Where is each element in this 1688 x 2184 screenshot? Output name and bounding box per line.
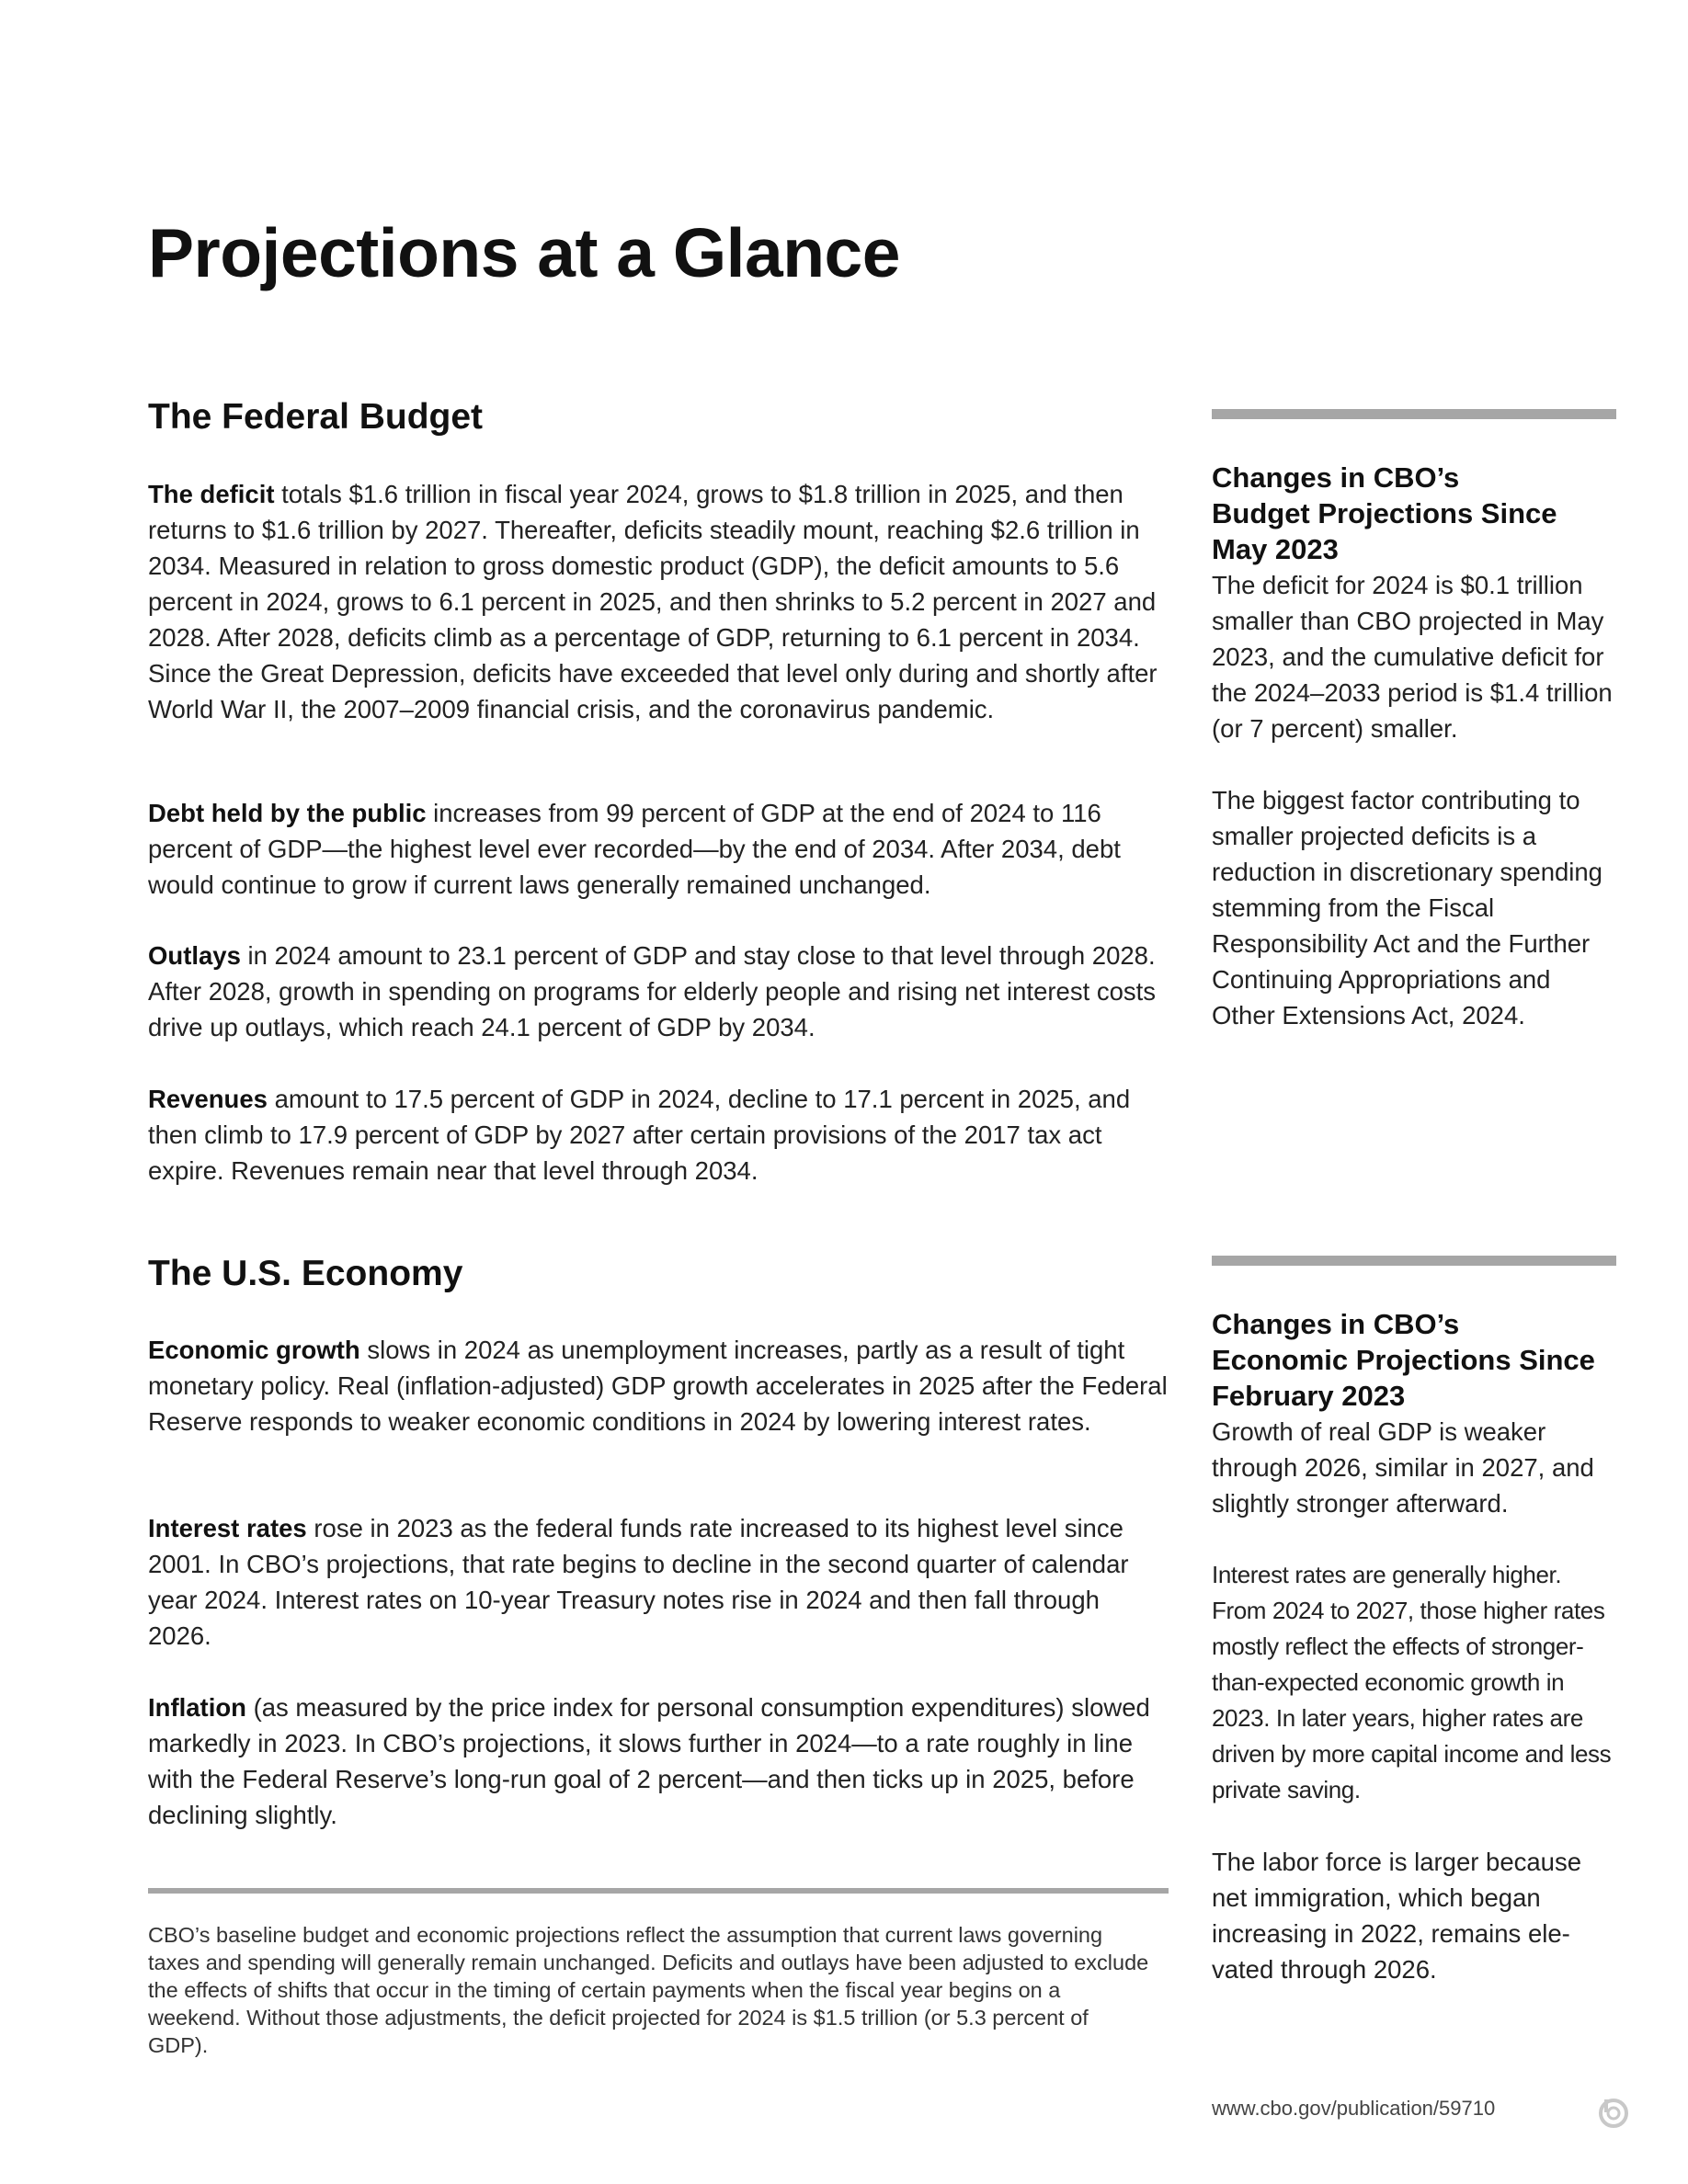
rates-paragraph bbox=[148, 1510, 1169, 1654]
outlays-text: in 2024 amount to 23.1 percent of GDP and stay close to that level through 2028. After 2028, growth in spending on programs for elderly people and rising net interest costs drive up outlays, which reach 24.1 percent of GDP by 2034. bbox=[148, 941, 1157, 1041]
heading-line: Changes in CBO’s bbox=[1212, 461, 1460, 494]
debt-text: increases from 99 percent of GDP at the end of 2024 to 116 percent of GDP—the highest level ever recorded—by the end of 2034. After 2034, debt would continue to grow if current laws generally remained unchanged. bbox=[148, 799, 1121, 899]
deficit-text: totals $1.6 trillion in fiscal year 2024, grows to $1.8 trillion in 2025, and then returns to $1.6 trillion by 2027. Thereafter, deficits steadily mount, reaching $2.6 trillion in 2034. Measured in relation to gross domestic product (GDP), the deficit amounts to 5.6 percent in 2024, grows to 6.1 percent in 2025, and then shrinks to 5.2 percent in 2027 and 2028. After 2028, deficits climb as a percentage of GDP, returning to 6.1 percent in 2034. Since the Great Depression, deficits have exceeded that level only during and shortly after World War II, the 2007–2009 financial crisis, and the coronavirus pandemic. bbox=[148, 480, 1158, 723]
economy-sidebar-para-1: Growth of real GDP is weaker through 2026, similar in 2027, and slightly stronger afterward. bbox=[1212, 1417, 1594, 1518]
budget-sidebar bbox=[1212, 409, 1616, 1033]
deficit-lead: The deficit bbox=[148, 480, 275, 508]
publication-link[interactable]: www.cbo.gov/publication/59710 bbox=[1212, 2097, 1496, 2120]
footnote: CBO’s baseline budget and economic projections reflect the assumption that current laws governing taxes and spending will generally remain unchanged. Deficits and outlays have been adjusted to exclude the effects of shifts that occur in the timing of certain payments when the fiscal year begins on a weekend. Without those adjustments, the deficit projected for 2024 is $1.5 trillion (or 5.3 percent of GDP). bbox=[148, 1923, 1149, 2057]
heading-line: February 2023 bbox=[1212, 1380, 1406, 1412]
growth-text: slows in 2024 as unemployment increases, partly as a result of tight monetary policy. Real (inflation-adjusted) GDP growth accelerates in 2025 after the Federal Reserve responds to weaker economic conditions in 2024 by lowering interest rates. bbox=[148, 1336, 1168, 1436]
economy-section bbox=[148, 1254, 1169, 1294]
cbo-logo-icon bbox=[1598, 2098, 1629, 2129]
heading-line: May 2023 bbox=[1212, 533, 1339, 565]
economy-sidebar bbox=[1212, 1256, 1616, 1987]
sidebar-rule bbox=[1212, 409, 1616, 419]
budget-sidebar-para-1: The deficit for 2024 is $0.1 trillion smaller than CBO projected in May 2023, and the cumulative deficit for the 2024–2033 period is $1.4 trillion (or 7 percent) smaller. bbox=[1212, 571, 1613, 743]
outlays-paragraph bbox=[148, 938, 1169, 1045]
heading-line: Budget Projections Since bbox=[1212, 497, 1557, 529]
revenues-paragraph bbox=[148, 1081, 1169, 1189]
growth-paragraph bbox=[148, 1332, 1169, 1439]
inflation-text: (as measured by the price index for personal consumption expenditures) slowed markedly in 2023. In CBO’s projections, it slows further in 2024—to a rate roughly in line with the Federal Reserve’s long-run goal of 2 percent—and then ticks up in 2025, before declining slightly. bbox=[148, 1693, 1150, 1829]
economy-sidebar-para-2: Interest rates are generally higher. From 2024 to 2027, those higher rates mostly reflect the effects of stronger-than-expected economic growth in 2023. In later years, higher rates are driven by more capital income and less private saving. bbox=[1212, 1561, 1612, 1803]
economy-sidebar-para-3: The labor force is larger because net immigration, which began increasing in 2022, remains elevated through 2026. bbox=[1212, 1848, 1582, 1984]
outlays-lead: Outlays bbox=[148, 941, 241, 970]
revenues-lead: Revenues bbox=[148, 1085, 268, 1113]
inflation-paragraph bbox=[148, 1689, 1169, 1833]
rates-text: rose in 2023 as the federal funds rate increased to its highest level since 2001. In CBO’s projections, that rate begins to decline in the second quarter of calendar year 2024. Interest rates on 10-year Treasury notes rise in 2024 and then fall through 2026. bbox=[148, 1514, 1129, 1650]
economy-sidebar-heading bbox=[1212, 1306, 1616, 1414]
budget-sidebar-para-2: The biggest factor contributing to smaller projected deficits is a reduction in discretionary spending stemming from the Fiscal Responsibility Act and the Further Continuing Appropriations and Other Extensions Act, 2024. bbox=[1212, 786, 1602, 1029]
sidebar-rule bbox=[1212, 1256, 1616, 1266]
heading-line: Changes in CBO’s bbox=[1212, 1308, 1460, 1340]
inflation-lead: Inflation bbox=[148, 1693, 246, 1722]
rates-lead: Interest rates bbox=[148, 1514, 307, 1542]
economy-heading: The U.S. Economy bbox=[148, 1254, 463, 1293]
revenues-text: amount to 17.5 percent of GDP in 2024, decline to 17.1 percent in 2025, and then climb to 17.9 percent of GDP by 2027 after certain provisions of the 2017 tax act expire. Revenues remain near that level through 2034. bbox=[148, 1085, 1131, 1185]
page-title: Projections at a Glance bbox=[148, 214, 900, 291]
budget-sidebar-heading bbox=[1212, 460, 1616, 567]
growth-lead: Economic growth bbox=[148, 1336, 360, 1364]
debt-lead: Debt held by the public bbox=[148, 799, 427, 827]
federal-budget-section bbox=[148, 397, 1169, 438]
deficit-paragraph bbox=[148, 476, 1169, 727]
footnote-rule bbox=[148, 1888, 1169, 1894]
debt-paragraph bbox=[148, 795, 1169, 903]
budget-heading: The Federal Budget bbox=[148, 397, 484, 437]
heading-line: Economic Projections Since bbox=[1212, 1344, 1595, 1376]
